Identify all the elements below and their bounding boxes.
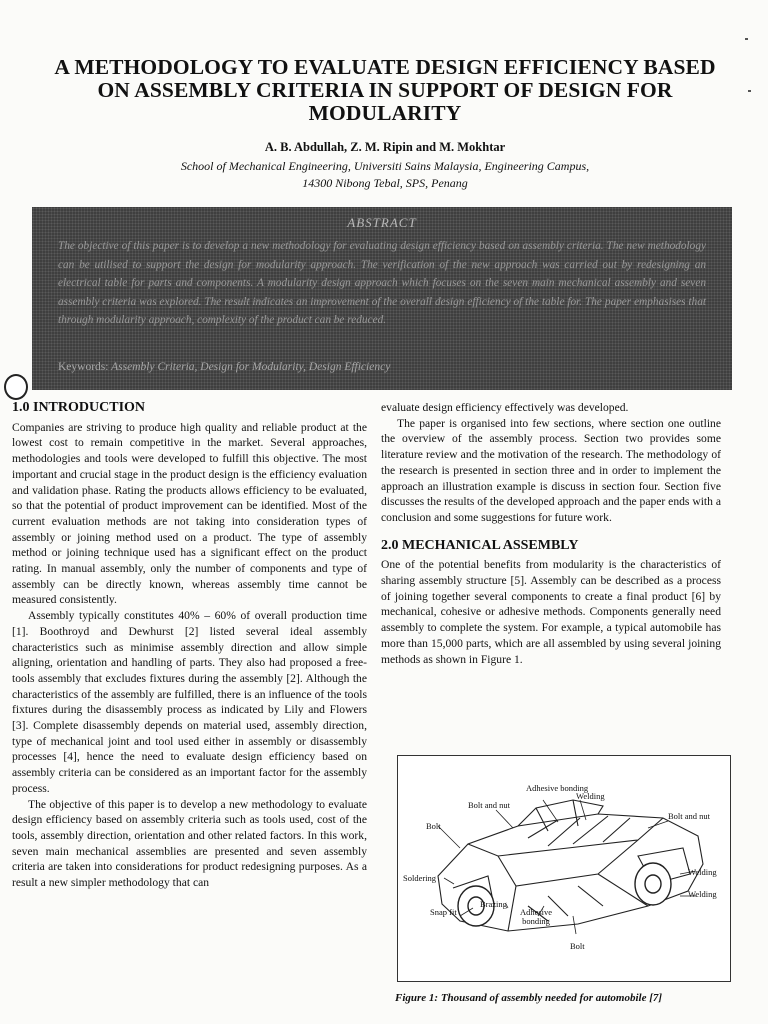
right-paragraph-1: evaluate design efficiency effectively was developed. [381,401,629,414]
punch-hole-mark [4,374,28,400]
intro-heading: 1.0 INTRODUCTION [12,400,146,415]
right-paragraph-2: The paper is organised into few sections, where section one outline the overview of the assembly process. Section two provides some literature review and the motivation of the research. The methodology of the research is presented in section three and in order to implement the approach an illustration example is discuss in section four. Section five discusses the results of the developed approach and the paper ends with a conclusion and some suggestions for future work. [381,416,721,524]
abstract-keywords [58,361,390,373]
label-welding-right-1: Welding [688,867,717,877]
figure-caption: Figure 1: Thousand of assembly needed for automobile [7] [395,992,663,1004]
intro-paragraph-2: Assembly typically constitutes 40% – 60% of overall production time [1]. Boothroyd and Dewhurst [2] listed several ideal assembly characteristics such as minimise assembly direction and allow simple aligning, orientation and handling of parts. They also had proposed a free-tools assembly that excludes fixtures during the assembly [2]. Although the characteristics of the assembly are fulfilled, there is an influence of the tools fixtures during the disassembly process as indicated by Lily and Flowers [3]. Complete disassembly depends on material used, assembly direction, type of mechanical joint and tool used either in assembly or disassembly processes [4], hence the need to evaluate design efficiency based on assembly criteria can be considered as an important factor for the assembly process. [12,609,367,795]
label-welding-right-2: Welding [688,889,717,899]
keywords-list: Assembly Criteria, Design for Modularity, Design Efficiency [111,361,391,373]
label-brazing: Brazing [480,899,507,909]
right-column [381,400,721,667]
keywords-label: Keywords: [58,361,109,373]
left-column [12,400,367,891]
label-soldering: Soldering [403,873,437,883]
intro-paragraph-3: The objective of this paper is to develop a new methodology to evaluate design efficiency based on assembly criteria such as tools used, cost of the tools, assembly direction, orientation and other related factors. In this work, seven main mechanical assemblies are presented and seven assembly criteria are taken into considerations for product redesigning purposes. As a result a new simpler methodology that can [12,797,367,890]
mechanical-assembly-heading: 2.0 MECHANICAL ASSEMBLY [381,537,579,553]
abstract-heading: ABSTRACT [347,215,417,230]
right-paragraph-3: One of the potential benefits from modularity is the characteristics of sharing assembly structure [5]. Assembly can be described as a process of joining together several components to create a final product [6] by mechanical, cohesive or adhesive methods. Components generally need assembly to complete the system. For example, a typical automobile has more than 15,000 parts, which are all assembled by using several joining methods as shown in Figure 1. [381,558,721,666]
abstract-box [32,207,732,390]
affiliation-line-2: 14300 Nibong Tebal, SPS, Penang [302,176,468,190]
paper-affiliation [40,158,730,192]
abstract-text: The objective of this paper is to develop a new methodology for evaluating design efficiency based on assembly criteria. The new methodology can be utilised to support the design for modularity approach. The verification of the new approach was carried out by redesigning an electrical table for parts and components. A modularity design approach which focuses on the seven main mechanical assembly and seven assembly criteria was explored. The result indicates an improvement of the overall design efficiency of the table for. The paper emphasises that through modularity approach, complexity of the product can be reduced. [58,240,706,327]
paper-title: A METHODOLOGY TO EVALUATE DESIGN EFFICIENCY BASED ON ASSEMBLY CRITERIA IN SUPPORT OF DESIGN FOR MODULARITY [54,55,716,125]
label-welding-top: Welding [576,791,605,801]
label-bolt-and-nut-left: Bolt and nut [468,800,511,810]
figure-1 [397,755,731,982]
affiliation-line-1: School of Mechanical Engineering, Universiti Sains Malaysia, Engineering Campus, [180,159,590,173]
scan-mark [748,90,751,92]
scan-mark [745,38,748,40]
label-bolt-bottom: Bolt [570,941,585,951]
label-adhesive-bonding-top: Adhesive bonding [526,783,589,793]
label-bolt-and-nut-right: Bolt and nut [668,811,711,821]
label-adhesive-bonding-bottom: Adhesive bonding [519,907,553,926]
paper-authors: A. B. Abdullah, Z. M. Ripin and M. Mokhtar [264,140,506,154]
label-snap-fit: Snap fit [430,907,457,917]
intro-paragraph-1: Companies are striving to produce high quality and reliable product at the lowest cost to remain competitive in the market. Several approaches, methodologies and tools were developed to fulfill this objective. The most important and crucial stage in the product design is the efficiency evaluation and validation phase. Rating the products allows efficiency to be evaluated, so that the potential of product improvement can be identified. Most of the current evaluation methods are not taking into consideration types of assembly or joining method used on a product. The type of assembly method or joining technique used has a significant effect on the product rating. In manual assembly, only the number of components and type of assembly can be directly known, whereas assembly time cannot be measured consistently. [12,420,367,607]
label-bolt-left: Bolt [426,821,441,831]
